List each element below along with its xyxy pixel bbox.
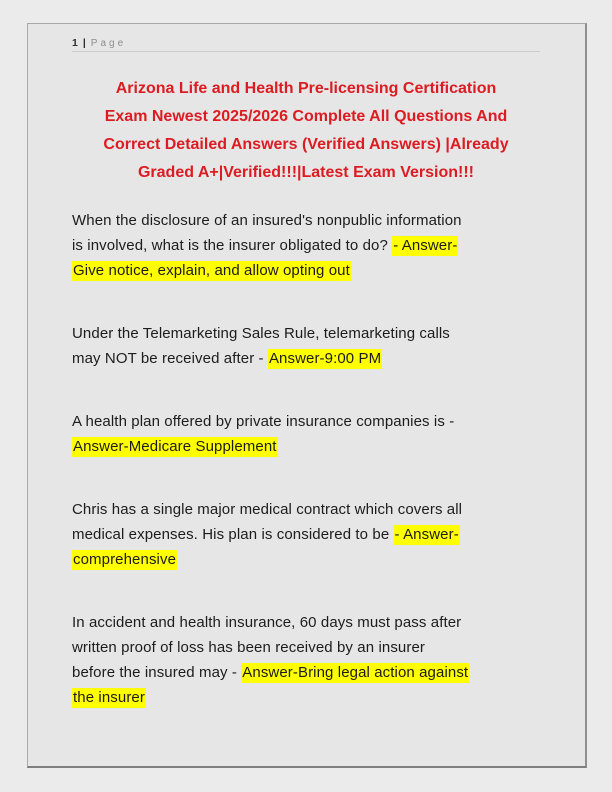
question-text: is involved, what is the insurer obligated to do? [72, 237, 393, 254]
text-line [72, 208, 540, 233]
text-line [72, 547, 540, 572]
qa-paragraph [72, 409, 540, 459]
highlighted-answer-text: the insurer [73, 689, 145, 706]
question-text: may NOT be received after - [72, 350, 268, 367]
title-line: Graded A+|Verified!!!|Latest Exam Version!!! [137, 164, 474, 181]
qa-paragraph [72, 610, 540, 710]
text-line [72, 409, 540, 434]
highlighted-answer-text: Give notice, explain, and allow opting out [73, 262, 350, 279]
highlighted-answer-text: - Answer- [394, 526, 459, 543]
highlighted-answer-text: comprehensive [73, 551, 177, 568]
highlighted-answer-text: Answer-9:00 PM [268, 350, 382, 367]
text-line [72, 610, 540, 635]
text-line [72, 258, 540, 283]
text-line [72, 660, 540, 685]
highlighted-answer-text: - Answer- [393, 237, 458, 254]
title-line: Correct Detailed Answers (Verified Answers) |Already [103, 136, 509, 153]
text-line [72, 346, 540, 371]
qa-paragraph [72, 208, 540, 283]
text-line [72, 685, 540, 710]
highlighted-answer-text: Answer-Bring legal action against [242, 664, 469, 681]
text-line [72, 497, 540, 522]
document-page [27, 23, 587, 768]
question-text: Chris has a single major medical contract which covers all [72, 501, 463, 518]
highlighted-answer-text: Answer-Medicare Supplement [73, 438, 277, 455]
text-line [72, 321, 540, 346]
title-line: Exam Newest 2025/2026 Complete All Questions And [104, 108, 508, 125]
qa-paragraph [72, 321, 540, 371]
text-line [72, 635, 540, 660]
question-text: before the insured may - [72, 664, 242, 681]
text-line [72, 233, 540, 258]
text-line [72, 434, 540, 459]
question-text: medical expenses. His plan is considered to be [72, 526, 394, 543]
document-title [72, 75, 540, 187]
header-label: Page [90, 38, 127, 49]
question-text: written proof of loss has been received by an insurer [72, 639, 425, 656]
header-separator: | [82, 37, 86, 49]
document-body [72, 208, 540, 710]
question-text: A health plan offered by private insurance companies is - [72, 413, 455, 430]
qa-paragraph [72, 497, 540, 572]
question-text: When the disclosure of an insured's nonpublic information [72, 212, 462, 229]
page-header [72, 37, 540, 50]
header-rule [72, 51, 540, 52]
question-text: Under the Telemarketing Sales Rule, telemarketing calls [72, 325, 450, 342]
title-line: Arizona Life and Health Pre-licensing Certification [115, 80, 497, 97]
text-line [72, 522, 540, 547]
page-number: 1 [72, 37, 78, 49]
question-text: In accident and health insurance, 60 days must pass after [72, 614, 462, 631]
